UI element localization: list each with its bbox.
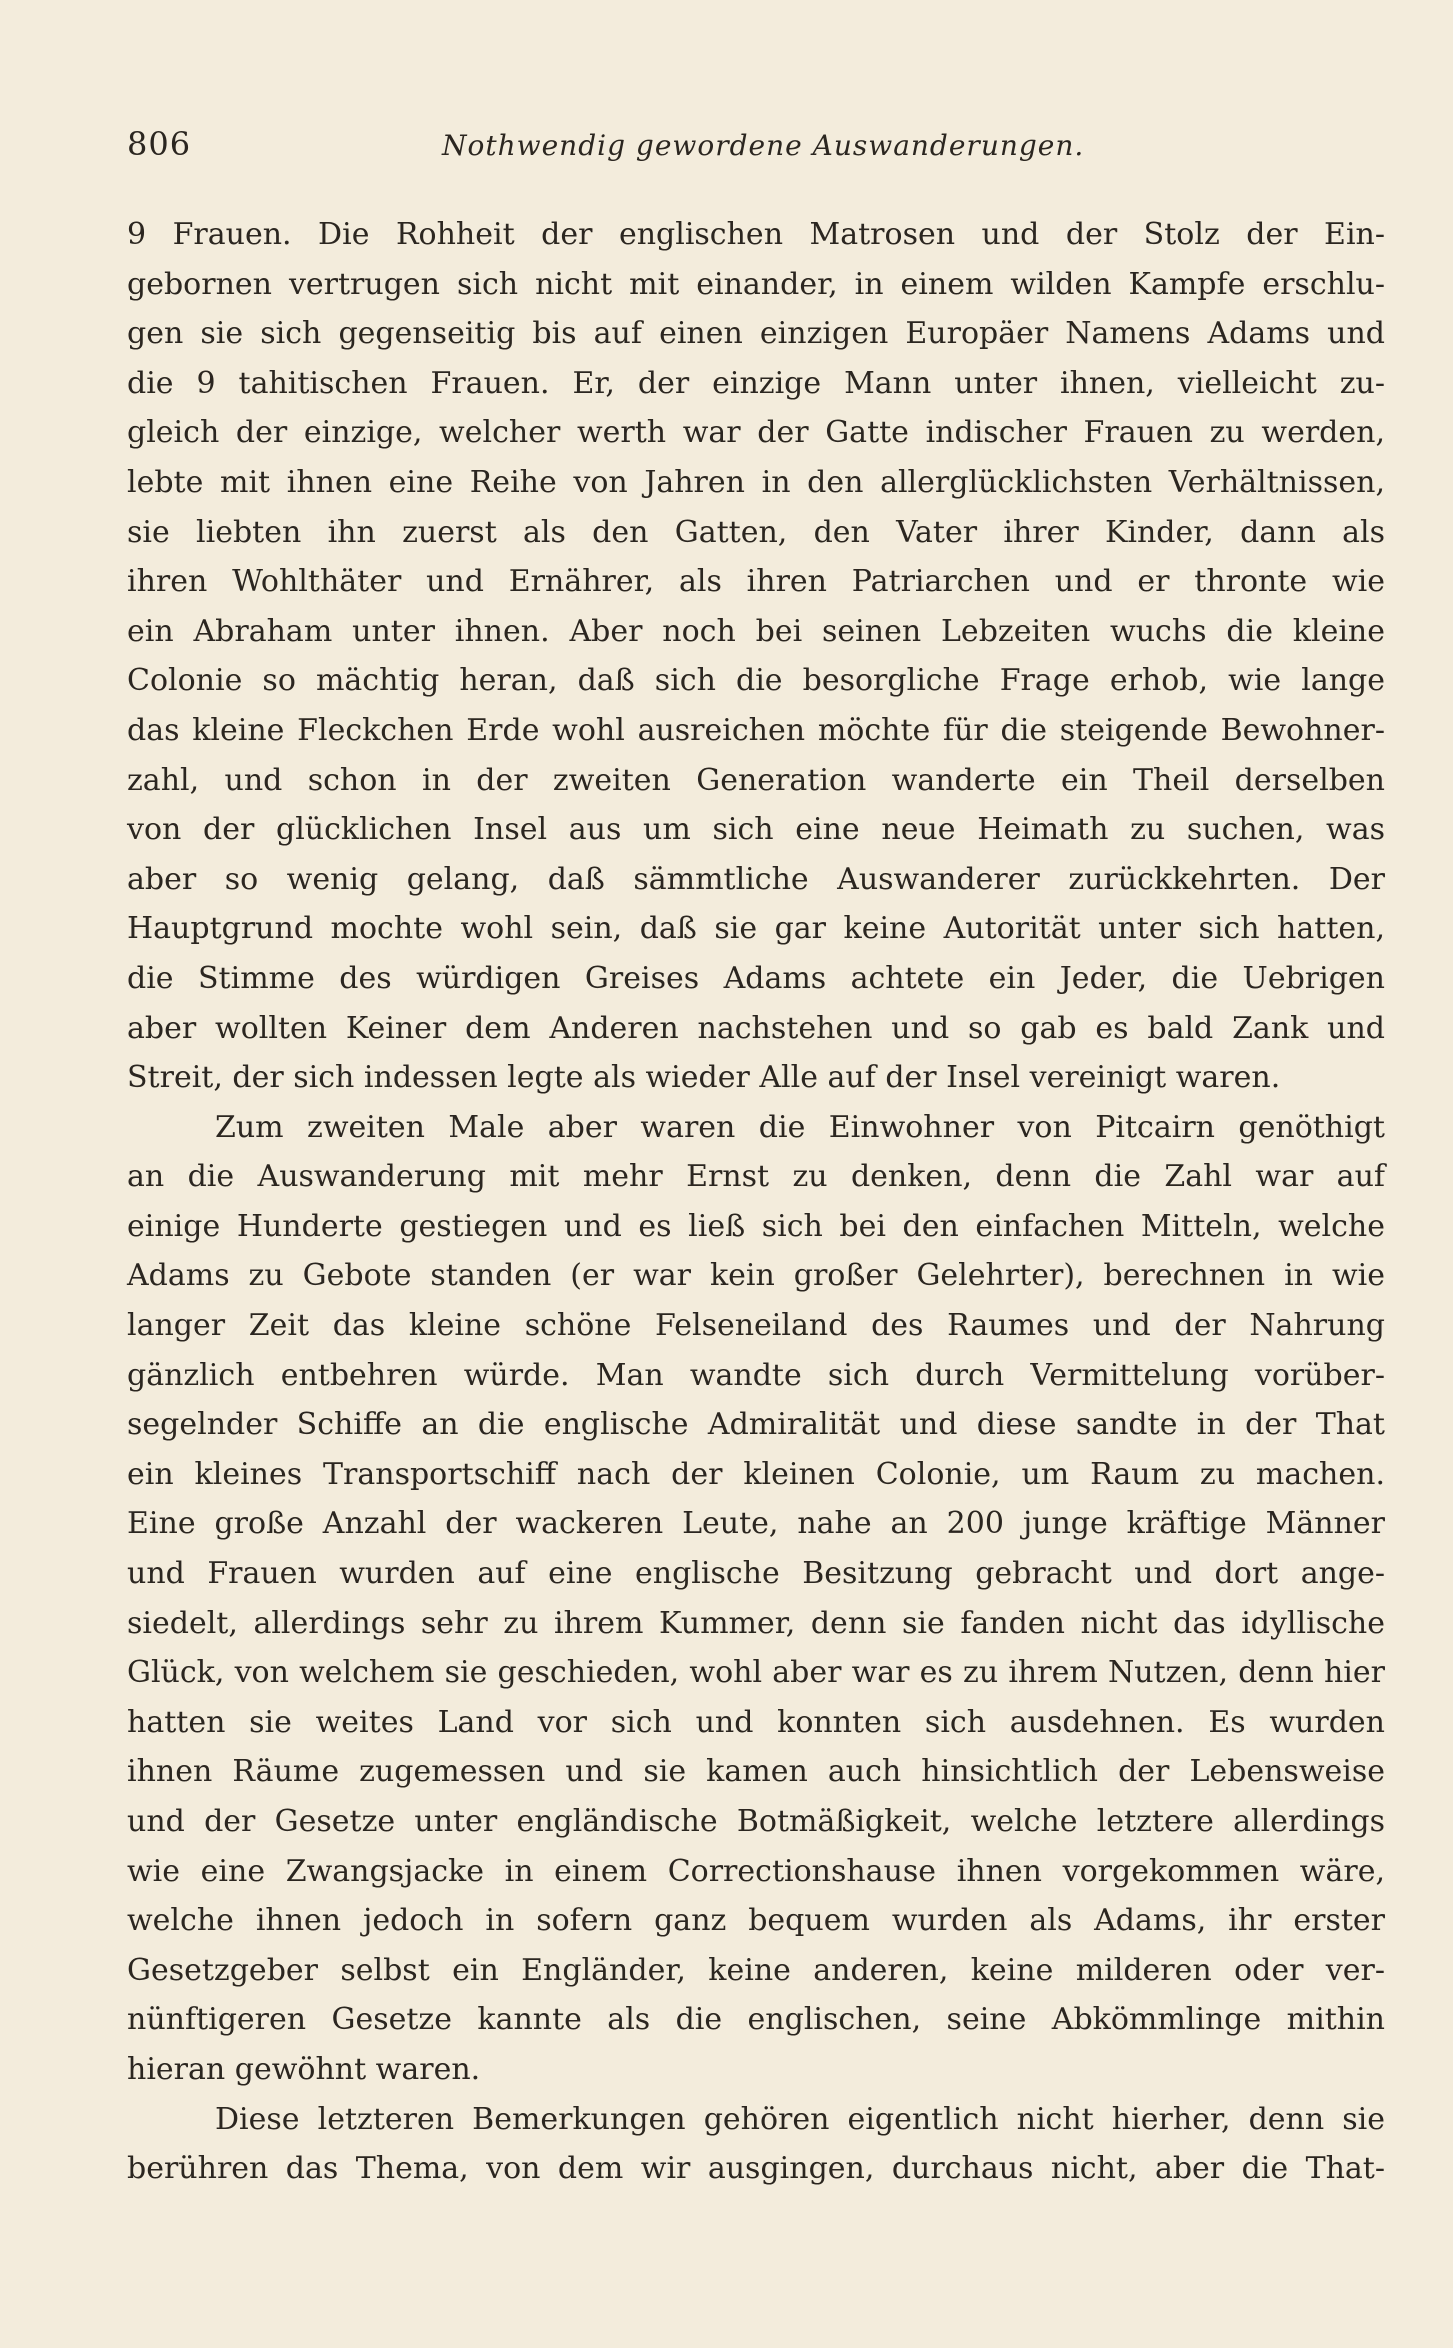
text-line: ihren Wohlthäter und Ernährer, als ihren Patriarchen und er thronte wie xyxy=(127,564,1385,600)
text-line: Hauptgrund mochte wohl sein, daß sie gar keine Autorität unter sich hatten, xyxy=(127,911,1385,947)
text-line: aber wollten Keiner dem Anderen nachstehen und so gab es bald Zank und xyxy=(127,1010,1385,1046)
text-line: einige Hunderte gestiegen und es ließ sich bei den einfachen Mitteln, welche xyxy=(127,1208,1385,1244)
text-line: welche ihnen jedoch in sofern ganz bequem wurden als Adams, ihr erster xyxy=(127,1903,1385,1939)
text-line: siedelt, allerdings sehr zu ihrem Kummer, denn sie fanden nicht das idyllische xyxy=(127,1605,1385,1641)
text-line: 9 Frauen. Die Rohheit der englischen Matrosen und der Stolz der Ein- xyxy=(127,217,1385,252)
text-line: gen sie sich gegenseitig bis auf einen einzigen Europäer Namens Adams und xyxy=(127,316,1385,352)
text-line: hieran gewöhnt waren. xyxy=(127,2051,481,2087)
text-line: und Frauen wurden auf eine englische Besitzung gebracht und dort ange- xyxy=(127,1556,1385,1592)
text-line: aber so wenig gelang, daß sämmtliche Auswanderer zurückkehrten. Der xyxy=(127,861,1385,897)
running-title: Nothwendig gewordene Auswanderungen. xyxy=(442,129,1085,162)
page-number: 806 xyxy=(127,125,192,163)
text-line: Eine große Anzahl der wackeren Leute, nahe an 200 junge kräftige Männer xyxy=(127,1506,1385,1542)
text-line: Adams zu Gebote standen (er war kein großer Gelehrter), berechnen in wie xyxy=(127,1258,1385,1294)
text-line: langer Zeit das kleine schöne Felseneiland des Raumes und der Nahrung xyxy=(127,1308,1385,1344)
text-line: das kleine Fleckchen Erde wohl ausreichen möchte für die steigende Bewohner- xyxy=(127,712,1385,748)
text-line: an die Auswanderung mit mehr Ernst zu denken, denn die Zahl war auf xyxy=(127,1159,1385,1195)
text-line: lebte mit ihnen eine Reihe von Jahren in den allerglücklichsten Verhältnissen, xyxy=(127,464,1385,500)
body-text xyxy=(127,210,1385,2194)
text-line: die Stimme des würdigen Greises Adams achtete ein Jeder, die Uebrigen xyxy=(127,960,1385,996)
text-line: von der glücklichen Insel aus um sich eine neue Heimath zu suchen, was xyxy=(127,812,1385,848)
text-line: Streit, der sich indessen legte als wieder Alle auf der Insel vereinigt waren. xyxy=(127,1060,1281,1096)
text-line: Colonie so mächtig heran, daß sich die besorgliche Frage erhob, wie lange xyxy=(127,663,1385,699)
text-line: die 9 tahitischen Frauen. Er, der einzige Mann unter ihnen, vielleicht zu- xyxy=(127,365,1385,401)
text-line: nünftigeren Gesetze kannte als die englischen, seine Abkömmlinge mithin xyxy=(127,2002,1385,2038)
text-line: wie eine Zwangsjacke in einem Correctionshause ihnen vorgekommen wäre, xyxy=(127,1853,1385,1889)
text-line: zahl, und schon in der zweiten Generation wanderte ein Theil derselben xyxy=(127,762,1385,798)
text-line: Zum zweiten Male aber waren die Einwohner von Pitcairn genöthigt xyxy=(215,1109,1385,1145)
text-line: berühren das Thema, von dem wir ausgingen, durchaus nicht, aber die That- xyxy=(127,2151,1385,2187)
text-line: Diese letzteren Bemerkungen gehören eigentlich nicht hierher, denn sie xyxy=(215,2101,1385,2137)
text-line: sie liebten ihn zuerst als den Gatten, den Vater ihrer Kinder, dann als xyxy=(127,514,1385,550)
page-header xyxy=(127,125,1387,175)
text-line: gebornen vertrugen sich nicht mit einander, in einem wilden Kampfe erschlu- xyxy=(127,266,1385,302)
text-line: gänzlich entbehren würde. Man wandte sich durch Vermittelung vorüber- xyxy=(127,1357,1385,1393)
text-line: segelnder Schiffe an die englische Admiralität und diese sandte in der That xyxy=(127,1407,1385,1443)
text-line: und der Gesetze unter engländische Botmäßigkeit, welche letztere allerdings xyxy=(127,1804,1385,1839)
text-line: ihnen Räume zugemessen und sie kamen auch hinsichtlich der Lebensweise xyxy=(127,1754,1385,1790)
text-line: Gesetzgeber selbst ein Engländer, keine anderen, keine milderen oder ver- xyxy=(127,1952,1385,1988)
text-line: ein Abraham unter ihnen. Aber noch bei seinen Lebzeiten wuchs die kleine xyxy=(127,613,1385,649)
text-line: Glück, von welchem sie geschieden, wohl aber war es zu ihrem Nutzen, denn hier xyxy=(127,1655,1385,1691)
text-line: hatten sie weites Land vor sich und konnten sich ausdehnen. Es wurden xyxy=(127,1704,1385,1740)
text-line: ein kleines Transportschiff nach der kleinen Colonie, um Raum zu machen. xyxy=(127,1456,1385,1492)
text-line: gleich der einzige, welcher werth war der Gatte indischer Frauen zu werden, xyxy=(127,415,1385,451)
